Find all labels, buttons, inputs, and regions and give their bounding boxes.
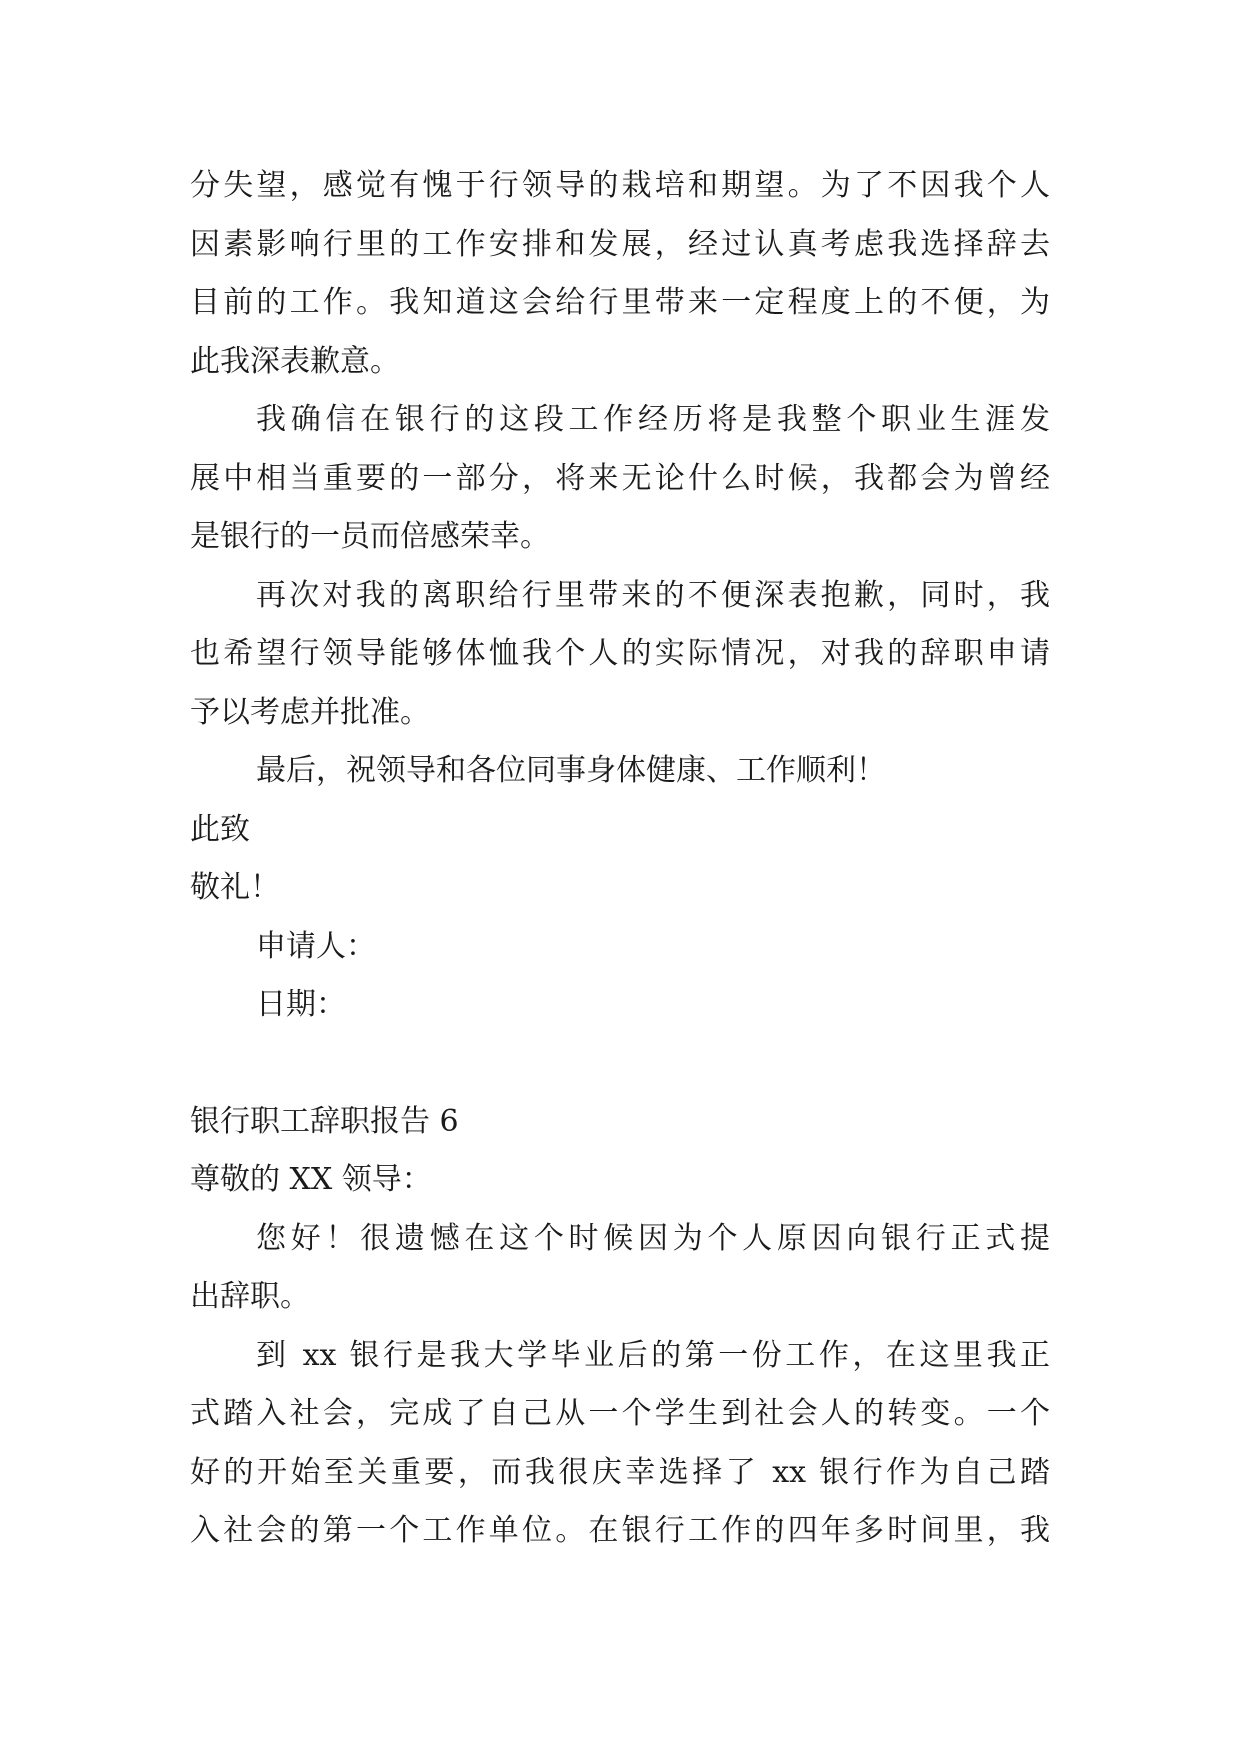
text-line: 分失望，感觉有愧于行领导的栽培和期望。为了不因我个人 — [190, 168, 1050, 203]
text-line: 因素影响行里的工作安排和发展，经过认真考虑我选择辞去 — [190, 226, 1050, 262]
paragraph-first-job — [190, 1327, 1050, 1561]
paragraph-apology — [190, 567, 1050, 743]
text-line: 此我深表歉意。 — [190, 343, 400, 379]
paragraph-regret — [190, 157, 1050, 391]
salutation-cizhi: 此致 — [190, 811, 250, 847]
text-line: 展中相当重要的一部分，将来无论什么时候，我都会为曾经 — [190, 460, 1050, 496]
applicant-label: 申请人： — [256, 928, 376, 964]
text-line: 也希望行领导能够体恤我个人的实际情况，对我的辞职申请 — [190, 636, 1050, 671]
date-label: 日期： — [256, 987, 346, 1022]
text-line: 是银行的一员而倍感荣幸。 — [190, 519, 550, 554]
salutation-jingli: 敬礼！ — [190, 870, 280, 905]
text-line: 我确信在银行的这段工作经历将是我整个职业生涯发 — [256, 402, 1050, 437]
text-line: 予以考虑并批准。 — [190, 694, 430, 730]
text-line: 目前的工作。我知道这会给行里带来一定程度上的不便，为 — [190, 285, 1050, 320]
paragraph-opening — [190, 1210, 1050, 1327]
text-line: 到 xx 银行是我大学毕业后的第一份工作，在这里我正 — [256, 1337, 1050, 1373]
document-body — [190, 157, 1050, 1561]
section-title: 银行职工辞职报告 6 — [190, 1103, 459, 1139]
text-line: 式踏入社会，完成了自己从一个学生到社会人的转变。一个 — [190, 1396, 1050, 1431]
text-line: 好的开始至关重要，而我很庆幸选择了 xx 银行作为自己踏 — [190, 1454, 1050, 1490]
text-line: 出辞职。 — [190, 1279, 310, 1314]
section-spacer — [190, 1035, 1050, 1093]
letter-greeting: 尊敬的 XX 领导： — [190, 1162, 432, 1197]
closing-wish: 最后，祝领导和各位同事身体健康、工作顺利！ — [256, 753, 886, 788]
text-line: 您好！很遗憾在这个时候因为个人原因向银行正式提 — [256, 1220, 1050, 1256]
text-line: 再次对我的离职给行里带来的不便深表抱歉，同时，我 — [256, 577, 1050, 613]
paragraph-experience — [190, 391, 1050, 567]
text-line: 入社会的第一个工作单位。在银行工作的四年多时间里，我 — [190, 1513, 1050, 1548]
